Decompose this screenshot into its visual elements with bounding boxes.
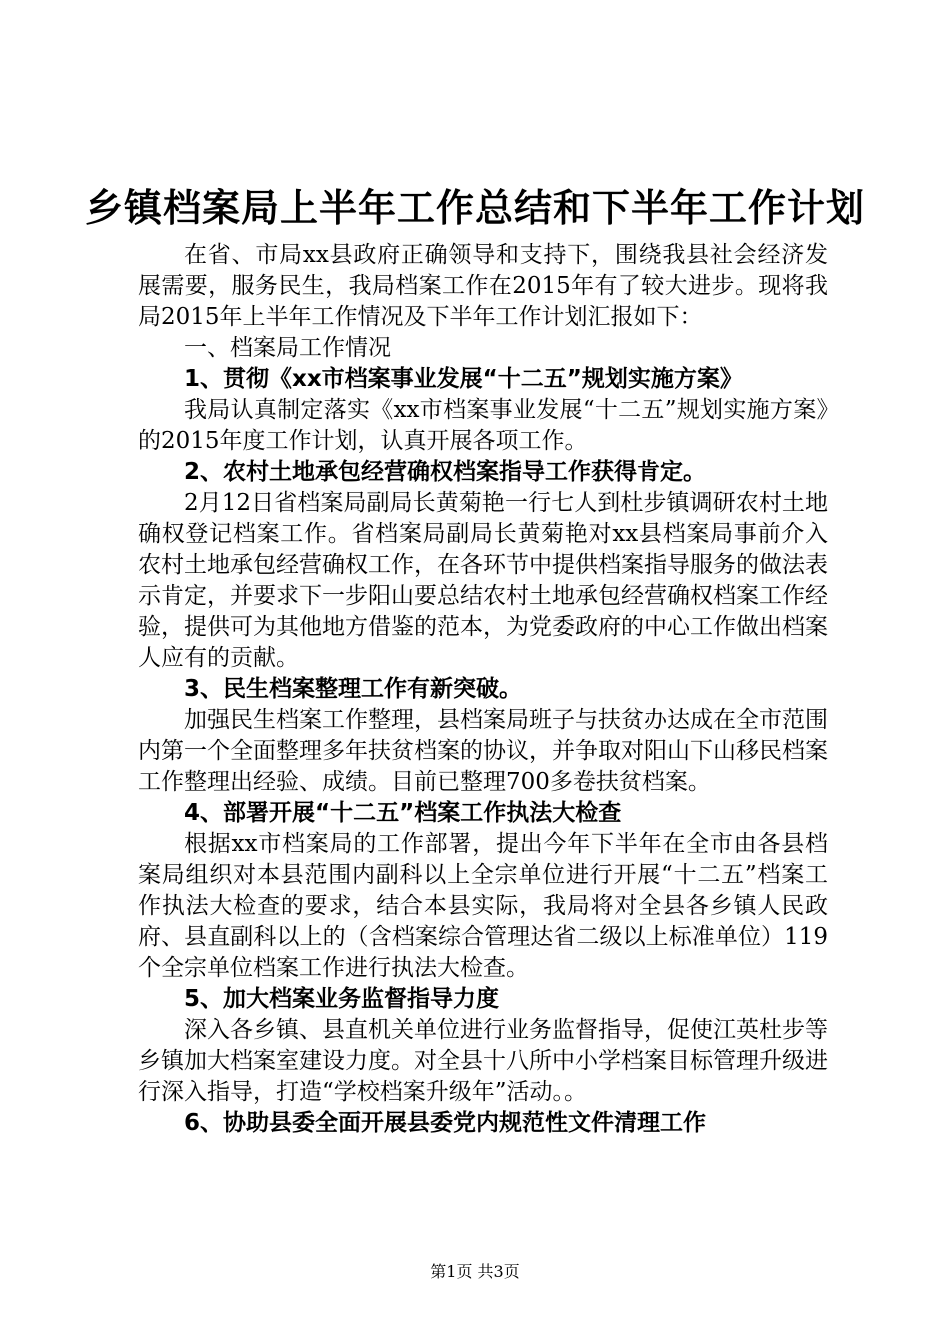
page-footer: 第1页 共3页 bbox=[430, 1262, 520, 1281]
item-paragraph-3: 加强民生档案工作整理，县档案局班子与扶贫办达成在全市范围内第一个全面整理多年扶贫档案的协议，并争取对阳山下山移民档案工作整理出经验、成绩。目前已整理700多卷扶贫档案。 bbox=[138, 707, 828, 795]
document-title: 乡镇档案局上半年工作总结和下半年工作计划 bbox=[84, 185, 865, 230]
item-heading-4: 4、部署开展“十二五”档案工作执法大检查 bbox=[184, 800, 622, 826]
document-body bbox=[138, 240, 828, 1139]
section-heading-1: 一、档案局工作情况 bbox=[184, 335, 391, 361]
item-paragraph-4: 根据xx市档案局的工作部署，提出今年下半年在全市由各县档案局组织对本县范围内副科以上全宗单位进行开展“十二五”档案工作执法大检查的要求，结合本县实际，我局将对全县各乡镇人民政府、县直副科以上的（含档案综合管理达省二级以上标准单位）119个全宗单位档案工作进行执法大检查。 bbox=[138, 831, 828, 981]
item-heading-6: 6、协助县委全面开展县委党内规范性文件清理工作 bbox=[184, 1110, 707, 1136]
item-paragraph-2: 2月12日省档案局副局长黄菊艳一行七人到杜步镇调研农村土地确权登记档案工作。省档案局副局长黄菊艳对xx县档案局事前介入农村土地承包经营确权工作，在各环节中提供档案指导服务的做法表示肯定，并要求下一步阳山要总结农村土地承包经营确权档案工作经验，提供可为其他地方借鉴的范本，为党委政府的中心工作做出档案人应有的贡献。 bbox=[138, 490, 828, 671]
item-paragraph-1: 我局认真制定落实《xx市档案事业发展“十二五”规划实施方案》的2015年度工作计划，认真开展各项工作。 bbox=[138, 397, 828, 454]
item-heading-5: 5、加大档案业务监督指导力度 bbox=[184, 986, 500, 1012]
item-paragraph-5: 深入各乡镇、县直机关单位进行业务监督指导，促使江英杜步等乡镇加大档案室建设力度。对全县十八所中小学档案目标管理升级进行深入指导，打造“学校档案升级年”活动。。 bbox=[138, 1017, 828, 1105]
item-heading-3: 3、民生档案整理工作有新突破。 bbox=[184, 676, 523, 702]
item-heading-1: 1、贯彻《xx市档案事业发展“十二五”规划实施方案》 bbox=[184, 366, 743, 392]
intro-paragraph: 在省、市局xx县政府正确领导和支持下，围绕我县社会经济发展需要，服务民生，我局档案工作在2015年有了较大进步。现将我局2015年上半年工作情况及下半年工作计划汇报如下： bbox=[138, 242, 828, 330]
item-heading-2: 2、农村土地承包经营确权档案指导工作获得肯定。 bbox=[184, 459, 707, 485]
